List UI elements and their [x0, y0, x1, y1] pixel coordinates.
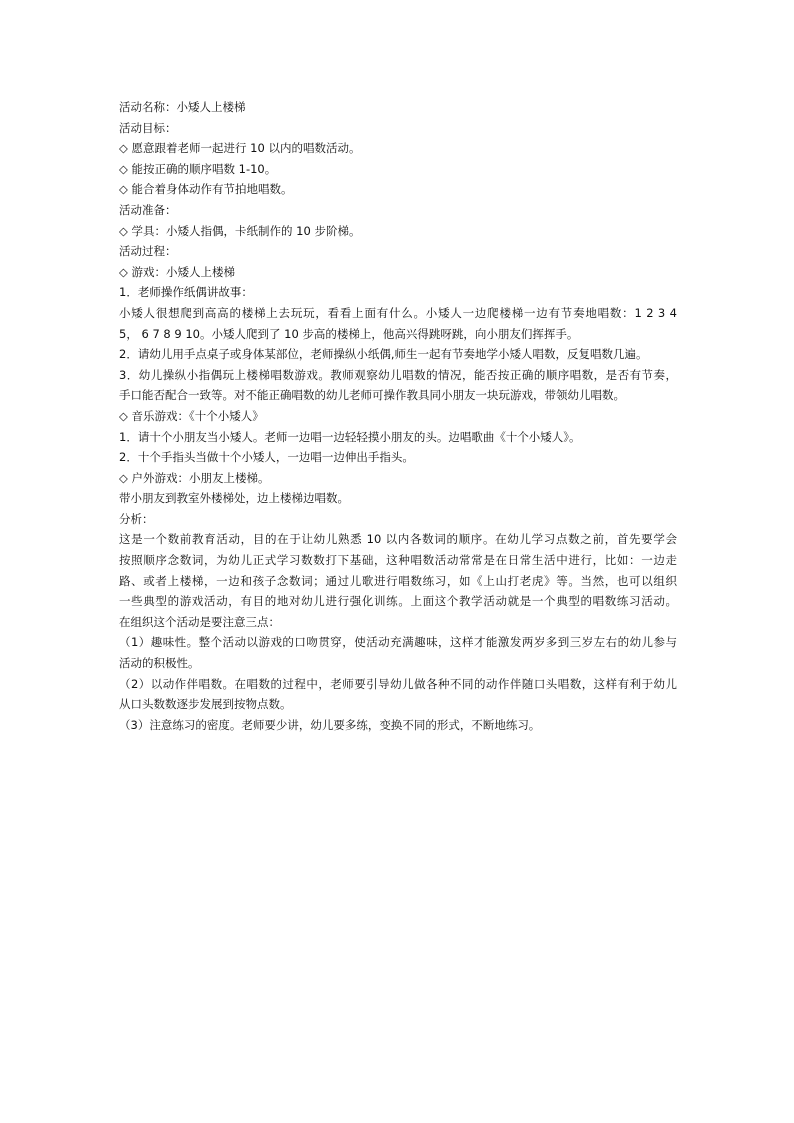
- analysis-heading: 分析：: [119, 511, 154, 526]
- story-line: 小矮人很想爬到高高的楼梯上去玩玩，看看上面有什么。小矮人一边爬楼梯一边有节奏地唱数：1 2 3 4: [119, 305, 677, 320]
- game-heading: ◇ 游戏：小矮人上楼梯: [119, 264, 235, 279]
- point-line: （3）注意练习的密度。老师要少讲，幼儿要多练，变换不同的形式，不断地练习。: [119, 717, 541, 732]
- step-line: 3．幼儿操纵小指偶玩上楼梯唱数游戏。教师观察幼儿唱数的情况，能否按正确的顺序唱数，是否有节奏，: [119, 367, 677, 382]
- point-line: 活动的积极性。: [119, 656, 200, 671]
- preparation-item: ◇ 学具：小矮人指偶，卡纸制作的 10 步阶梯。: [119, 223, 361, 238]
- step-line: 手口能否配合一致等。对不能正确唱数的幼儿老师可操作教具同小朋友一块玩游戏，带领幼儿唱数。: [119, 388, 625, 403]
- step-line: 带小朋友到教室外楼梯处，边上楼梯边唱数。: [119, 491, 349, 506]
- analysis-line: 这是一个数前教育活动，目的在于让幼儿熟悉 10 以内各数词的顺序。在幼儿学习点数之前，首先要学会: [119, 532, 677, 547]
- step-line: 1．老师操作纸偶讲故事：: [119, 285, 253, 300]
- analysis-line: 在组织这个活动是要注意三点：: [119, 614, 280, 629]
- step-line: 2．十个手指头当做十个小矮人，一边唱一边伸出手指头。: [119, 450, 414, 465]
- document-body: [119, 97, 677, 735]
- story-line: 5， 6 7 8 9 10。小矮人爬到了 10 步高的楼梯上，他高兴得跳呀跳，向小朋友们挥挥手。: [119, 326, 579, 341]
- analysis-line: 路、或者上楼梯，一边和孩子念数词；通过儿歌进行唱数练习，如《上山打老虎》等。当然，也可以组织: [119, 573, 677, 588]
- point-line: 从口头数数逐步发展到按物点数。: [119, 697, 292, 712]
- point-line: （2）以动作伴唱数。在唱数的过程中，老师要引导幼儿做各种不同的动作伴随口头唱数，这样有利于幼儿: [119, 676, 677, 691]
- goal-item: ◇ 能合着身体动作有节拍地唱数。: [119, 182, 293, 197]
- analysis-line: 按照顺序念数词，为幼儿正式学习数数打下基础，这种唱数活动常常是在日常生活中进行，比如：一边走: [119, 553, 677, 568]
- analysis-line: 一些典型的游戏活动，有目的地对幼儿进行强化训练。上面这个教学活动就是一个典型的唱数练习活动。: [119, 594, 677, 609]
- process-heading: 活动过程：: [119, 244, 177, 259]
- outdoor-game-heading: ◇ 户外游戏：小朋友上楼梯。: [119, 470, 270, 485]
- activity-name: 活动名称：小矮人上楼梯: [119, 100, 246, 114]
- preparation-heading: 活动准备：: [119, 202, 177, 217]
- goal-item: ◇ 能按正确的顺序唱数 1-10。: [119, 161, 277, 176]
- step-line: 2．请幼儿用手点桌子或身体某部位，老师操纵小纸偶,师生一起有节奏地学小矮人唱数，反复唱数几遍。: [119, 347, 648, 362]
- goal-item: ◇ 愿意跟着老师一起进行 10 以内的唱数活动。: [119, 141, 361, 156]
- step-line: 1．请十个小朋友当小矮人。老师一边唱一边轻轻摸小朋友的头。边唱歌曲《十个小矮人》。: [119, 429, 581, 444]
- music-game-heading: ◇ 音乐游戏：《十个小矮人》: [119, 408, 264, 423]
- goals-heading: 活动目标：: [119, 120, 177, 135]
- point-line: （1）趣味性。整个活动以游戏的口吻贯穿，使活动充满趣味，这样才能激发两岁多到三岁左右的幼儿参与: [119, 635, 677, 650]
